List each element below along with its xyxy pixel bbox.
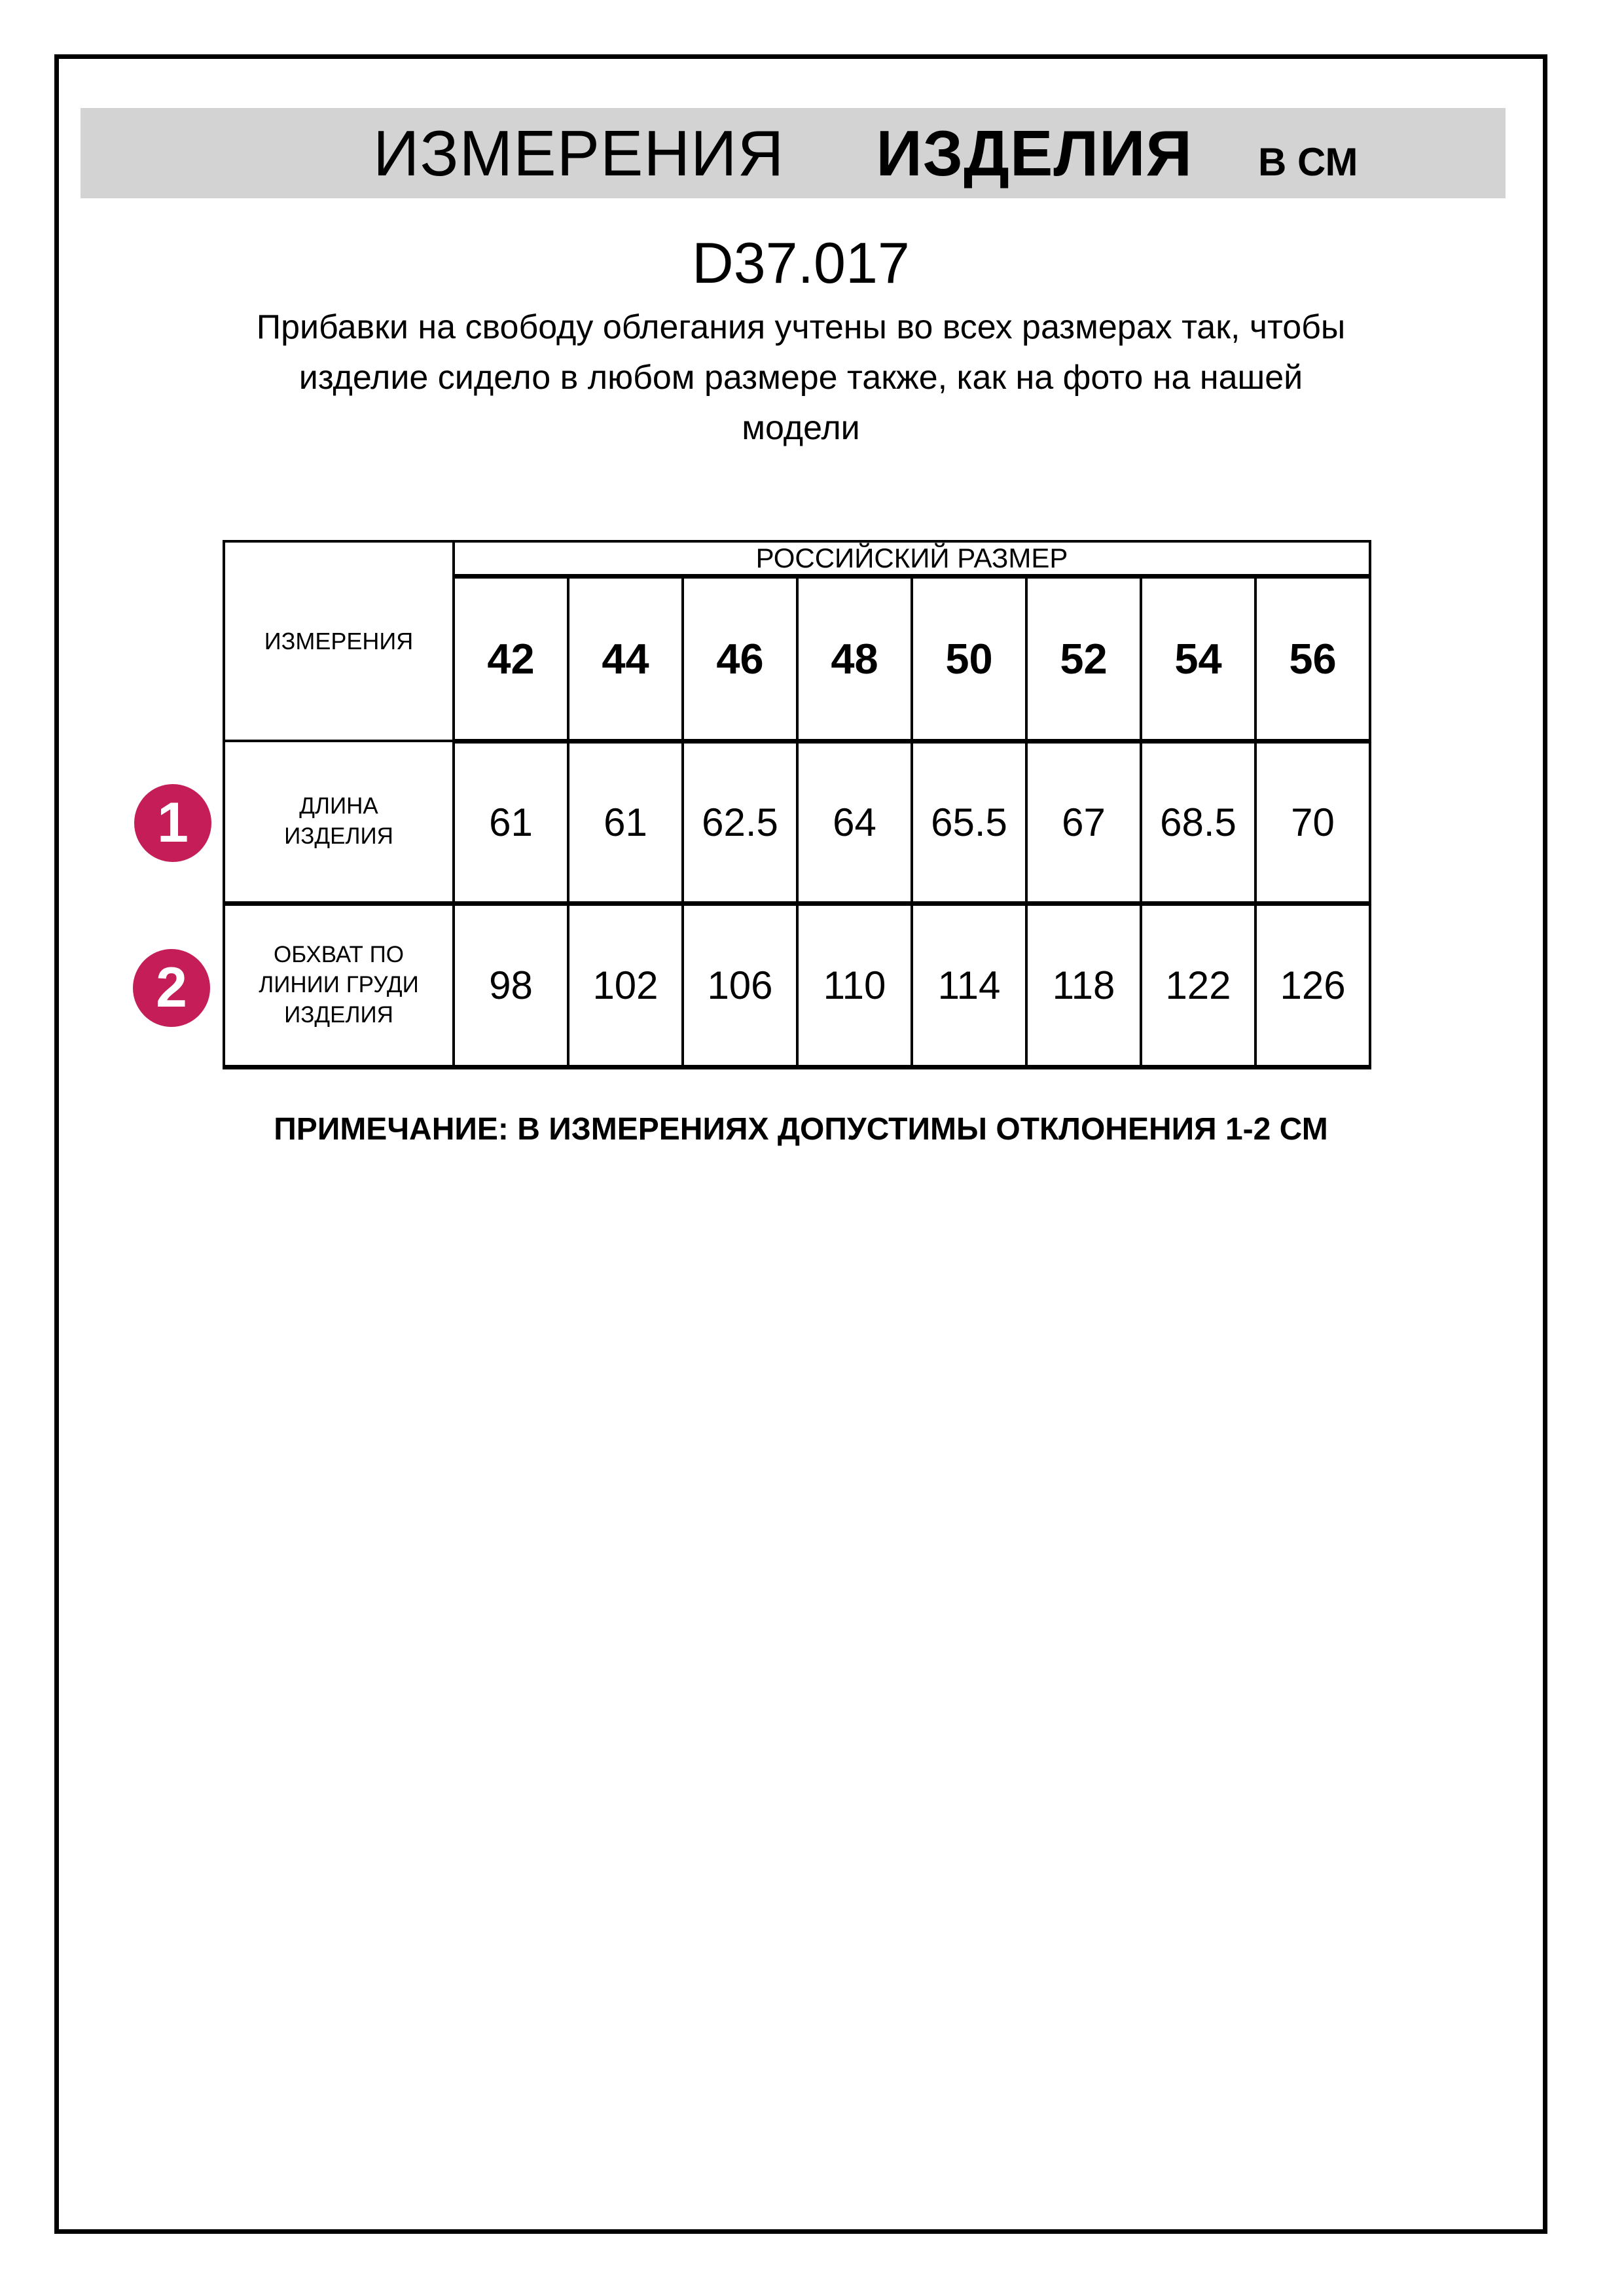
value-cell: 65.5: [912, 741, 1026, 903]
value-cell: 102: [568, 903, 683, 1067]
value-cell: 64: [797, 741, 912, 903]
description-line: изделие сидело в любом размере также, как на фото на нашей: [298, 359, 1303, 397]
size-table: [223, 540, 1371, 1069]
title-bar: [81, 108, 1506, 198]
size-group-header-cell: РОССИЙСКИЙ РАЗМЕР: [454, 541, 1370, 576]
size-header-cell: 50: [912, 576, 1026, 741]
size-header-cell: 54: [1141, 576, 1255, 741]
value-cell: 110: [797, 903, 912, 1067]
row-label-line: ОБХВАТ ПО: [273, 942, 405, 967]
marker-2-badge: [133, 949, 210, 1027]
model-code: D37.017: [692, 230, 910, 295]
value-cell: 62.5: [683, 741, 797, 903]
value-cell: 106: [683, 903, 797, 1067]
size-header-cell: 52: [1026, 576, 1141, 741]
value-cell: 68.5: [1141, 741, 1255, 903]
page-title-measurements: ИЗМЕРЕНИЯ: [373, 117, 785, 189]
corner-header-cell: ИЗМЕРЕНИЯ: [224, 541, 454, 741]
marker-1-badge: [134, 784, 211, 862]
description-line: модели: [742, 409, 860, 447]
marker-2-number: 2: [156, 956, 187, 1019]
page-title-product: ИЗДЕЛИЯ: [876, 117, 1193, 189]
row-label-line: ИЗДЕЛИЯ: [284, 1002, 393, 1028]
value-cell: 98: [454, 903, 568, 1067]
page-title-unit: В СМ: [1258, 140, 1358, 184]
row-label-line: ДЛИНА: [299, 793, 378, 819]
table-row-chest: [224, 903, 1370, 1067]
description-line: Прибавки на свободу облегания учтены во всех размерах так, чтобы: [256, 308, 1346, 346]
value-cell: 61: [454, 741, 568, 903]
size-header-cell: 44: [568, 576, 683, 741]
size-header-cell: 56: [1255, 576, 1370, 741]
value-cell: 118: [1026, 903, 1141, 1067]
row-label-cell: [224, 741, 454, 903]
value-cell: 114: [912, 903, 1026, 1067]
tolerance-note: ПРИМЕЧАНИЕ: В ИЗМЕРЕНИЯХ ДОПУСТИМЫ ОТКЛОНЕНИЯ 1-2 СМ: [274, 1112, 1328, 1147]
marker-1-number: 1: [157, 791, 189, 854]
value-cell: 70: [1255, 741, 1370, 903]
size-header-cell: 48: [797, 576, 912, 741]
table-row-length: [224, 741, 1370, 903]
value-cell: 122: [1141, 903, 1255, 1067]
size-header-cell: 42: [454, 576, 568, 741]
value-cell: 126: [1255, 903, 1370, 1067]
fit-description: [54, 302, 1547, 454]
value-cell: 67: [1026, 741, 1141, 903]
value-cell: 61: [568, 741, 683, 903]
size-header-cell: 46: [683, 576, 797, 741]
row-label-line: ЛИНИИ ГРУДИ: [259, 972, 419, 997]
row-label-line: ИЗДЕЛИЯ: [284, 823, 393, 850]
row-label-cell: [224, 903, 454, 1067]
